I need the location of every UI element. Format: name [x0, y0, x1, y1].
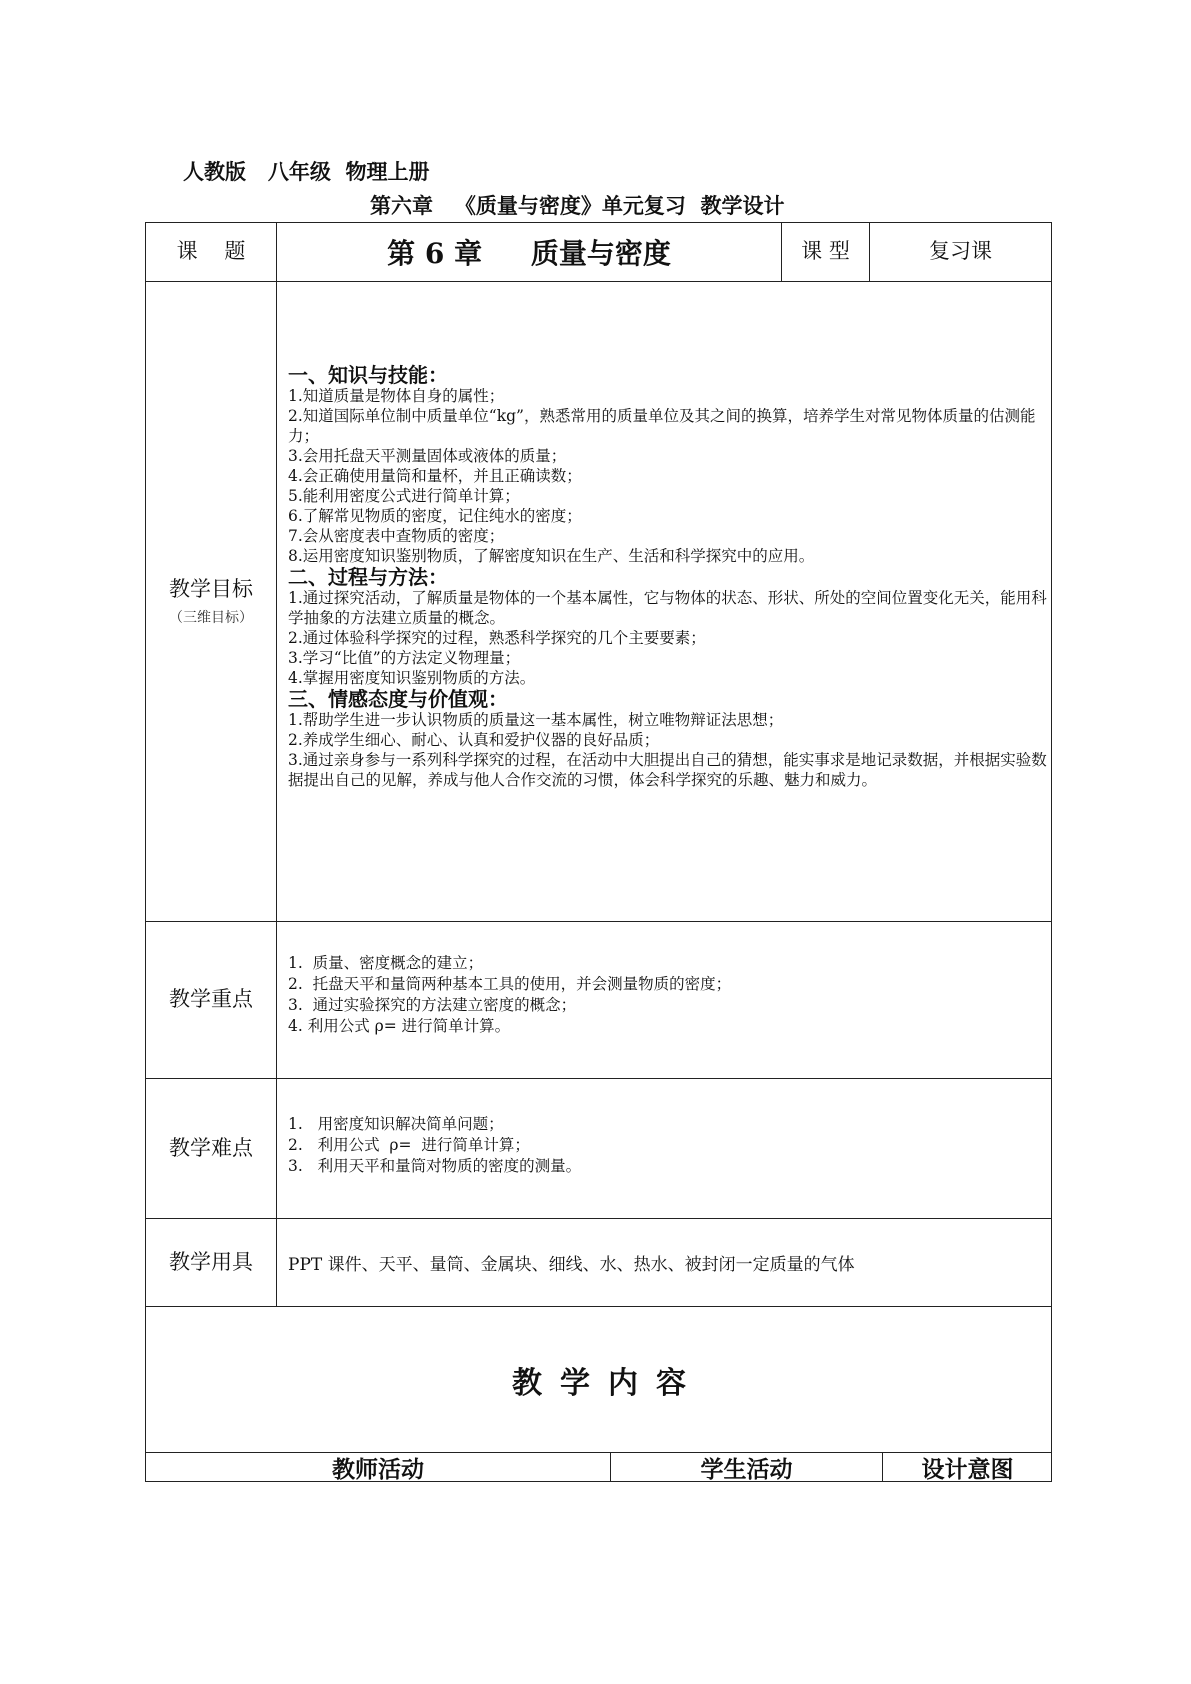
lesson-type-value: 复习课	[929, 239, 992, 264]
objective-item: 2.养成学生细心、耐心、认真和爱护仪器的良好品质；	[288, 731, 660, 749]
difficulty-item: 3. 利用天平和量筒对物质的密度的测量。	[288, 1157, 582, 1175]
objective-item: 1.知道质量是物体自身的属性；	[288, 387, 505, 405]
objectives-content	[288, 364, 1048, 790]
objective-item: 3.通过亲身参与一系列科学探究的过程，在活动中大胆提出自己的猜想，能实事求是地记录数据，并根据实验数据提出自己的见解，养成与他人合作交流的习惯，体会科学探究的乐趣、魅力和威力。	[288, 751, 1047, 789]
key-point-item: 2. 托盘天平和量筒两种基本工具的使用，并会测量物质的密度；	[288, 975, 732, 993]
objective-item: 4.掌握用密度知识鉴别物质的方法。	[288, 669, 536, 687]
objectives-label: 教学目标	[169, 576, 253, 601]
key-point-item: 1. 质量、密度概念的建立；	[288, 954, 484, 972]
column-design-intent: 设计意图	[921, 1457, 1014, 1483]
objective-item: 8.运用密度知识鉴别物质，了解密度知识在生产、生活和科学探究中的应用。	[288, 547, 815, 565]
objectives-heading-values: 三、情感态度与价值观：	[288, 687, 508, 711]
objective-item: 2.知道国际单位制中质量单位“kg”，熟悉常用的质量单位及其之间的换算，培养学生对常见物体质量的估测能力；	[288, 407, 1036, 445]
objectives-sublabel: （三维目标）	[169, 610, 253, 627]
key-points-list	[288, 953, 1038, 1037]
tools-label: 教学用具	[169, 1249, 253, 1274]
objective-item: 5.能利用密度公式进行简单计算；	[288, 487, 520, 505]
key-points-label: 教学重点	[169, 987, 253, 1012]
topic-title: 第 6 章 质量与密度	[387, 237, 671, 270]
key-point-item: 4. 利用公式 ρ= 进行简单计算。	[288, 1017, 511, 1035]
lesson-type-label: 课 型	[801, 239, 850, 264]
difficulty-item: 2. 利用公式 ρ= 进行简单计算；	[288, 1136, 530, 1154]
doc-header-publisher: 人教版 八年级 物理上册	[183, 160, 430, 184]
difficulties-label: 教学难点	[169, 1135, 253, 1160]
tools-value: PPT 课件、天平、量筒、金属块、细线、水、热水、被封闭一定质量的气体	[288, 1255, 855, 1275]
objectives-label-cell	[146, 282, 276, 921]
objective-item: 7.会从密度表中查物质的密度；	[288, 527, 505, 545]
objective-item: 1.通过探究活动，了解质量是物体的一个基本属性，它与物体的状态、形状、所处的空间位置变化无关，能用科学抽象的方法建立质量的概念。	[288, 589, 1047, 627]
objective-item: 1.帮助学生进一步认识物质的质量这一基本属性，树立唯物辩证法思想；	[288, 711, 784, 729]
column-student-activity: 学生活动	[700, 1457, 793, 1483]
difficulty-item: 1. 用密度知识解决简单问题；	[288, 1115, 504, 1133]
objective-item: 6.了解常见物质的密度，记住纯水的密度；	[288, 507, 582, 525]
objective-item: 3.会用托盘天平测量固体或液体的质量；	[288, 447, 567, 465]
objectives-heading-knowledge: 一、知识与技能：	[288, 363, 448, 387]
objective-item: 4.会正确使用量筒和量杯，并且正确读数；	[288, 467, 582, 485]
topic-label: 课 题	[176, 239, 246, 264]
difficulties-list	[288, 1114, 1038, 1177]
objective-item: 2.通过体验科学探究的过程，熟悉科学探究的几个主要要素；	[288, 629, 706, 647]
column-teacher-activity: 教师活动	[332, 1457, 424, 1483]
key-point-item: 3. 通过实验探究的方法建立密度的概念；	[288, 996, 577, 1014]
objectives-heading-process: 二、过程与方法：	[288, 565, 448, 589]
content-title: 教学内容	[512, 1365, 704, 1401]
doc-header-title: 第六章 《质量与密度》单元复习 教学设计	[370, 194, 785, 218]
objective-item: 3.学习“比值”的方法定义物理量；	[288, 649, 521, 667]
